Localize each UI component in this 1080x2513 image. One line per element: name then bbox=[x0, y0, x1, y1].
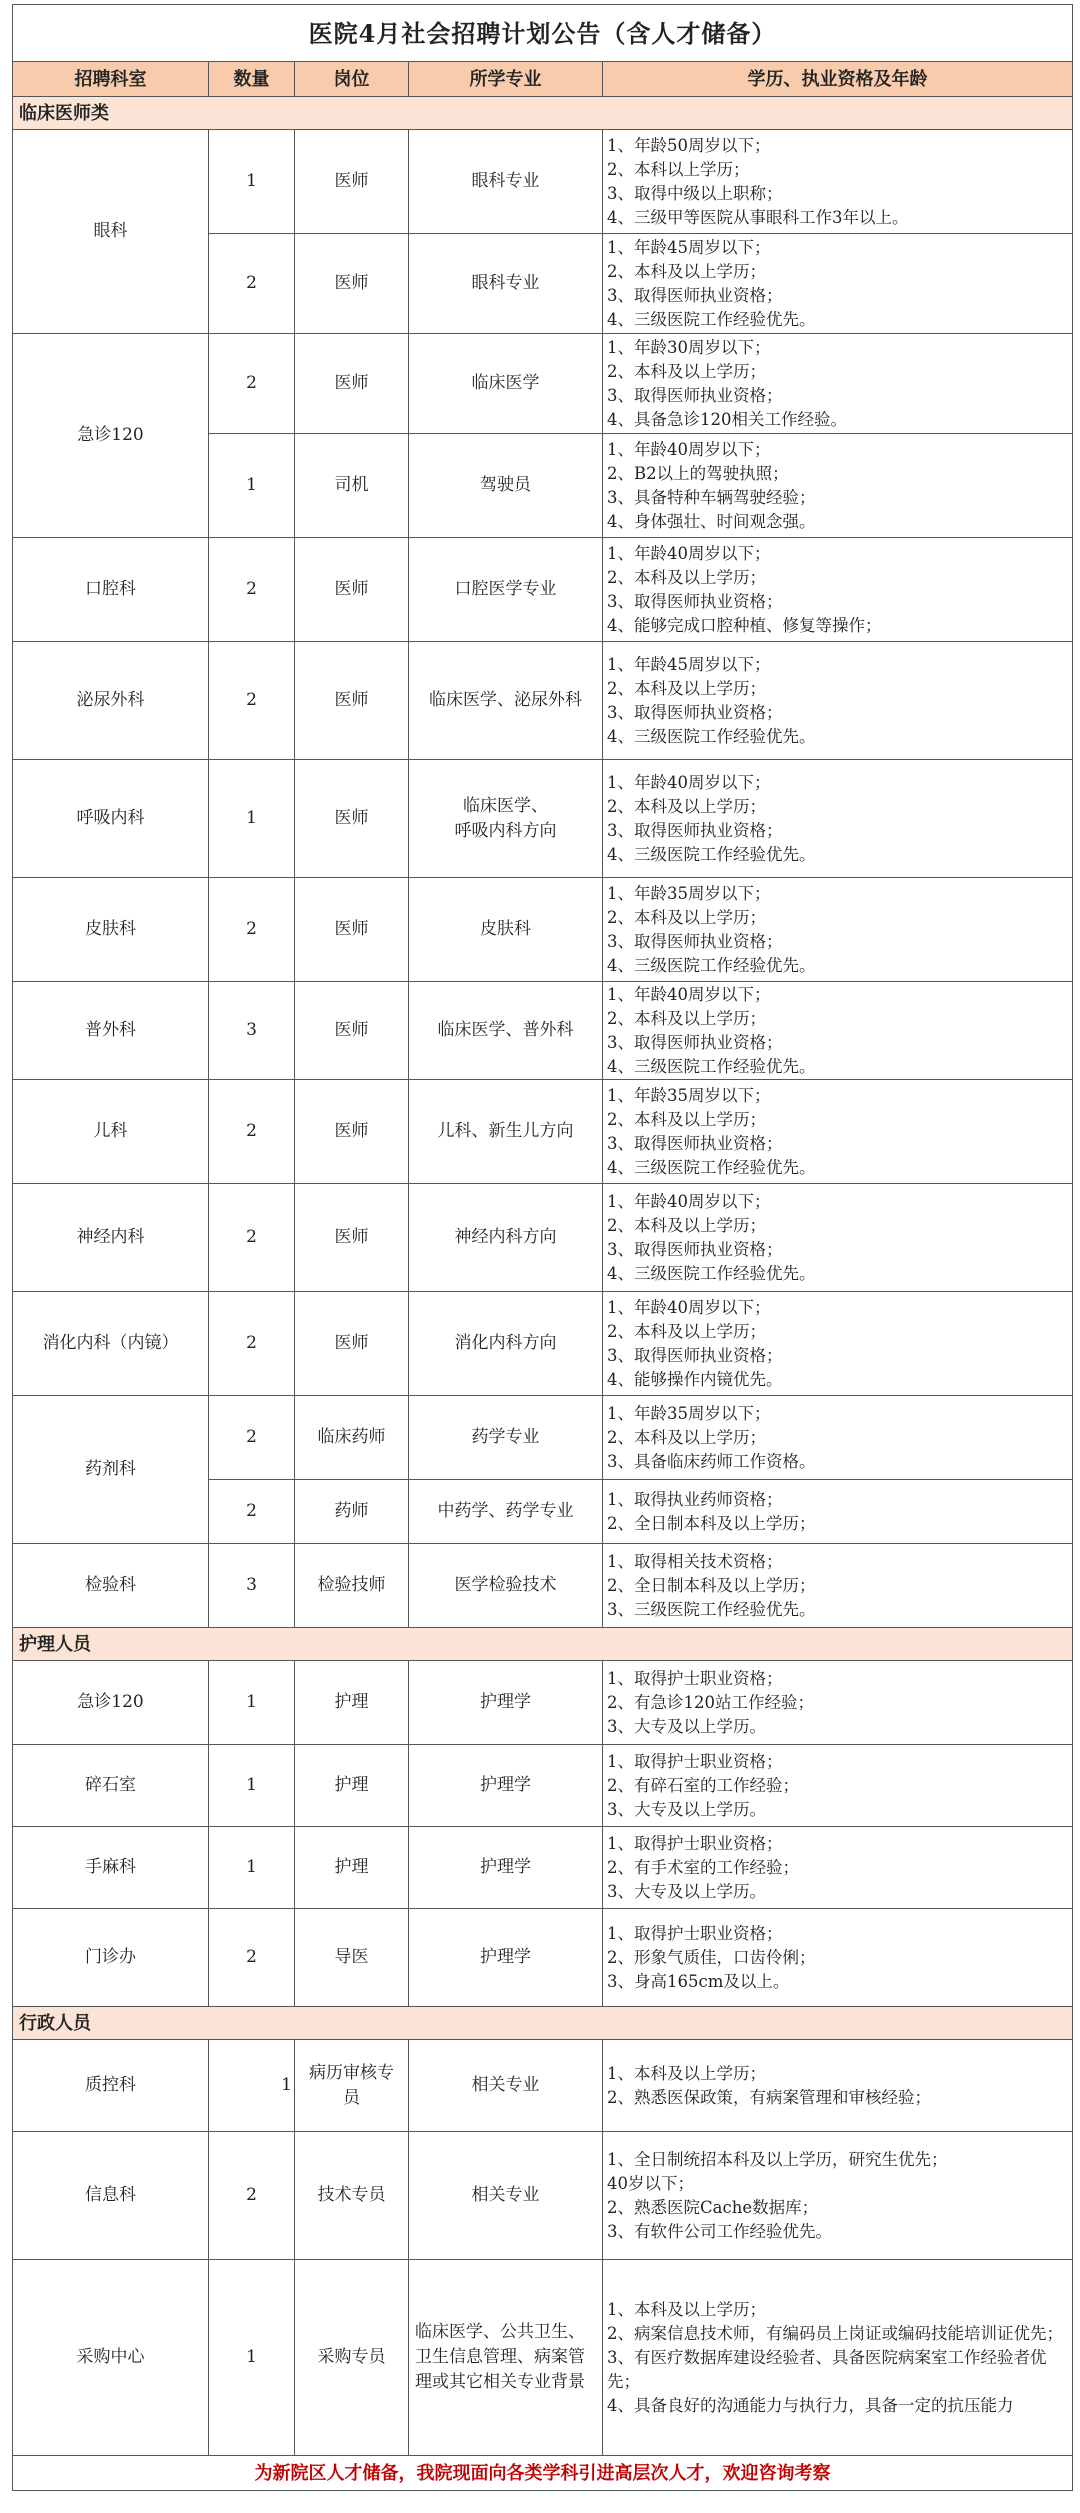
requirements-cell bbox=[603, 2040, 1073, 2132]
recruitment-table bbox=[12, 4, 1073, 2491]
requirement-line: 1、年龄40周岁以下； bbox=[607, 439, 771, 459]
requirements-cell bbox=[603, 1661, 1073, 1745]
requirement-line: 2、本科及以上学历； bbox=[607, 361, 766, 381]
requirement-line: 3、三级医院工作经验优先。 bbox=[607, 1599, 816, 1619]
requirement-line: 3、取得医师执业资格； bbox=[607, 285, 783, 305]
major-cell bbox=[409, 1909, 603, 2007]
requirements-cell bbox=[603, 878, 1073, 982]
post-cell: 医师 bbox=[295, 1292, 409, 1396]
requirement-line: 3、大专及以上学历。 bbox=[607, 1799, 766, 1819]
requirements-cell bbox=[603, 1396, 1073, 1480]
major-cell bbox=[409, 434, 603, 538]
count-cell: 1 bbox=[209, 760, 295, 878]
post-cell: 医师 bbox=[295, 334, 409, 434]
major-text: 药学专业 bbox=[471, 1427, 540, 1447]
requirement-line: 4、三级医院工作经验优先。 bbox=[607, 1157, 816, 1177]
major-text: 消化内科方向 bbox=[454, 1333, 557, 1353]
footer-note: 为新院区人才储备，我院现面向各类学科引进高层次人才，欢迎咨询考察 bbox=[13, 2456, 1073, 2491]
table-row bbox=[13, 2040, 1073, 2132]
requirements-cell bbox=[603, 642, 1073, 760]
major-cell bbox=[409, 2132, 603, 2260]
table-row bbox=[13, 1827, 1073, 1909]
requirement-line: 4、三级医院工作经验优先。 bbox=[607, 844, 816, 864]
requirement-line: 2、本科及以上学历； bbox=[607, 567, 766, 587]
dept-cell: 质控科 bbox=[13, 2040, 209, 2132]
major-text: 医学检验技术 bbox=[454, 1575, 557, 1595]
count-cell: 2 bbox=[209, 878, 295, 982]
requirements-cell bbox=[603, 234, 1073, 334]
category-row-admin bbox=[13, 2007, 1073, 2040]
table-row bbox=[13, 538, 1073, 642]
header-requirements: 学历、执业资格及年龄 bbox=[603, 62, 1073, 97]
header-major: 所学专业 bbox=[409, 62, 603, 97]
dept-cell: 儿科 bbox=[13, 1080, 209, 1184]
requirement-line: 4、能够完成口腔种植、修复等操作； bbox=[607, 615, 882, 635]
header-count: 数量 bbox=[209, 62, 295, 97]
requirements-cell bbox=[603, 2260, 1073, 2456]
requirement-line: 3、取得医师执业资格； bbox=[607, 1239, 783, 1259]
recruitment-sheet bbox=[4, 4, 1076, 2491]
major-cell bbox=[409, 982, 603, 1080]
requirement-line: 2、本科及以上学历； bbox=[607, 1427, 766, 1447]
post-cell: 临床药师 bbox=[295, 1396, 409, 1480]
table-row bbox=[13, 642, 1073, 760]
requirement-line: 2、有手术室的工作经验； bbox=[607, 1857, 799, 1877]
dept-cell: 手麻科 bbox=[13, 1827, 209, 1909]
requirement-line: 3、取得中级以上职称； bbox=[607, 183, 783, 203]
table-row bbox=[13, 878, 1073, 982]
requirement-line: 4、三级医院工作经验优先。 bbox=[607, 726, 816, 746]
requirement-line: 1、年龄40周岁以下； bbox=[607, 1297, 771, 1317]
requirement-line: 3、大专及以上学历。 bbox=[607, 1716, 766, 1736]
count-cell: 2 bbox=[209, 538, 295, 642]
requirement-line: 3、大专及以上学历。 bbox=[607, 1881, 766, 1901]
requirement-line: 2、本科及以上学历； bbox=[607, 1109, 766, 1129]
requirements-cell bbox=[603, 2132, 1073, 2260]
requirement-line: 3、取得医师执业资格； bbox=[607, 1032, 783, 1052]
major-cell bbox=[409, 760, 603, 878]
dept-cell: 口腔科 bbox=[13, 538, 209, 642]
post-cell: 护理 bbox=[295, 1827, 409, 1909]
major-cell bbox=[409, 642, 603, 760]
major-text: 相关专业 bbox=[471, 2185, 540, 2205]
major-text: 护理学 bbox=[480, 1692, 531, 1712]
requirement-line: 3、取得医师执业资格； bbox=[607, 931, 783, 951]
post-cell: 医师 bbox=[295, 760, 409, 878]
requirement-line: 1、取得护士职业资格； bbox=[607, 1751, 783, 1771]
count-cell: 2 bbox=[209, 234, 295, 334]
post-cell: 医师 bbox=[295, 642, 409, 760]
requirements-cell bbox=[603, 760, 1073, 878]
major-cell bbox=[409, 1480, 603, 1544]
table-row bbox=[13, 1184, 1073, 1292]
requirements-cell bbox=[603, 334, 1073, 434]
requirements-cell bbox=[603, 1184, 1073, 1292]
requirement-line: 1、取得执业药师资格； bbox=[607, 1489, 783, 1509]
table-row bbox=[13, 1080, 1073, 1184]
requirement-line: 2、本科及以上学历； bbox=[607, 796, 766, 816]
post-cell: 技术专员 bbox=[295, 2132, 409, 2260]
requirement-line: 3、有医疗数据库建设经验者、具备医院病案室工作经验者优先； bbox=[607, 2347, 1047, 2391]
post-cell: 医师 bbox=[295, 1184, 409, 1292]
major-cell bbox=[409, 1292, 603, 1396]
major-text: 临床医学、 bbox=[463, 795, 548, 816]
major-cell bbox=[409, 130, 603, 234]
count-cell: 1 bbox=[209, 130, 295, 234]
category-row-clinical bbox=[13, 97, 1073, 130]
requirements-cell bbox=[603, 1909, 1073, 2007]
requirement-line: 1、取得护士职业资格； bbox=[607, 1833, 783, 1853]
dept-cell: 呼吸内科 bbox=[13, 760, 209, 878]
dept-cell: 消化内科（内镜） bbox=[13, 1292, 209, 1396]
requirement-line: 2、本科及以上学历； bbox=[607, 907, 766, 927]
requirement-line: 2、病案信息技术师，有编码员上岗证或编码技能培训证优先； bbox=[607, 2323, 1063, 2343]
major-text: 护理学 bbox=[480, 1775, 531, 1795]
requirement-line: 2、本科及以上学历； bbox=[607, 261, 766, 281]
category-label: 护理人员 bbox=[13, 1628, 1073, 1661]
requirement-line: 2、本科及以上学历； bbox=[607, 1215, 766, 1235]
requirement-line: 1、本科及以上学历； bbox=[607, 2299, 766, 2319]
major-cell bbox=[409, 1544, 603, 1628]
requirement-line: 3、取得医师执业资格； bbox=[607, 820, 783, 840]
requirement-line: 1、本科及以上学历； bbox=[607, 2063, 766, 2083]
post-cell: 病历审核专员 bbox=[295, 2040, 409, 2132]
count-cell: 1 bbox=[209, 434, 295, 538]
requirements-cell bbox=[603, 130, 1073, 234]
requirements-cell bbox=[603, 1080, 1073, 1184]
dept-cell: 急诊120 bbox=[13, 334, 209, 538]
major-cell bbox=[409, 878, 603, 982]
requirement-line: 3、具备特种车辆驾驶经验； bbox=[607, 487, 816, 507]
major-text: 临床医学 bbox=[471, 373, 540, 393]
major-cell bbox=[409, 1745, 603, 1827]
major-cell bbox=[409, 1827, 603, 1909]
major-cell bbox=[409, 538, 603, 642]
major-cell bbox=[409, 1080, 603, 1184]
requirements-cell bbox=[603, 538, 1073, 642]
requirement-line: 2、B2以上的驾驶执照； bbox=[607, 463, 789, 483]
major-text: 护理学 bbox=[480, 1857, 531, 1877]
requirement-line: 1、取得护士职业资格； bbox=[607, 1668, 783, 1688]
major-cell bbox=[409, 334, 603, 434]
requirement-line: 1、取得护士职业资格； bbox=[607, 1923, 783, 1943]
requirement-line: 3、取得医师执业资格； bbox=[607, 1133, 783, 1153]
dept-cell: 药剂科 bbox=[13, 1396, 209, 1544]
requirement-line: 1、年龄40周岁以下； bbox=[607, 543, 771, 563]
requirement-line: 1、年龄50周岁以下； bbox=[607, 135, 771, 155]
table-row bbox=[13, 334, 1073, 434]
requirements-cell bbox=[603, 434, 1073, 538]
post-cell: 采购专员 bbox=[295, 2260, 409, 2456]
requirement-line: 2、本科及以上学历； bbox=[607, 1008, 766, 1028]
table-row bbox=[13, 2132, 1073, 2260]
dept-cell: 神经内科 bbox=[13, 1184, 209, 1292]
count-cell: 2 bbox=[209, 642, 295, 760]
post-cell: 护理 bbox=[295, 1661, 409, 1745]
dept-cell: 泌尿外科 bbox=[13, 642, 209, 760]
requirement-line: 1、年龄35周岁以下； bbox=[607, 1403, 771, 1423]
table-header-row bbox=[13, 62, 1073, 97]
count-cell: 1 bbox=[209, 2040, 295, 2132]
requirement-line: 4、具备急诊120相关工作经验。 bbox=[607, 409, 847, 429]
major-cell bbox=[409, 1184, 603, 1292]
requirement-line: 4、三级医院工作经验优先。 bbox=[607, 1056, 816, 1076]
requirement-line: 2、全日制本科及以上学历； bbox=[607, 1513, 816, 1533]
dept-cell: 急诊120 bbox=[13, 1661, 209, 1745]
major-text: 护理学 bbox=[480, 1947, 531, 1967]
requirement-line: 3、有软件公司工作经验优先。 bbox=[607, 2221, 832, 2241]
requirement-line: 4、身体强壮、时间观念强。 bbox=[607, 511, 816, 531]
requirement-line: 40岁以下； bbox=[607, 2173, 694, 2193]
count-cell: 1 bbox=[209, 2260, 295, 2456]
post-cell: 药师 bbox=[295, 1480, 409, 1544]
count-cell: 1 bbox=[209, 1827, 295, 1909]
major-text: 临床医学、普外科 bbox=[437, 1020, 574, 1040]
major-text: 眼科专业 bbox=[471, 273, 540, 293]
table-row bbox=[13, 1661, 1073, 1745]
table-row bbox=[13, 982, 1073, 1080]
post-cell: 医师 bbox=[295, 982, 409, 1080]
post-cell: 导医 bbox=[295, 1909, 409, 2007]
dept-cell: 普外科 bbox=[13, 982, 209, 1080]
post-cell: 医师 bbox=[295, 130, 409, 234]
requirement-line: 1、年龄30周岁以下； bbox=[607, 337, 771, 357]
count-cell: 3 bbox=[209, 982, 295, 1080]
requirement-line: 1、年龄40周岁以下； bbox=[607, 772, 771, 792]
requirement-line: 2、形象气质佳，口齿伶俐； bbox=[607, 1947, 816, 1967]
category-row-nursing bbox=[13, 1628, 1073, 1661]
dept-cell: 信息科 bbox=[13, 2132, 209, 2260]
header-post: 岗位 bbox=[295, 62, 409, 97]
major-text: 眼科专业 bbox=[471, 171, 540, 191]
count-cell: 3 bbox=[209, 1544, 295, 1628]
requirement-line: 2、全日制本科及以上学历； bbox=[607, 1575, 816, 1595]
major-text: 口腔医学专业 bbox=[454, 579, 557, 599]
major-text: 相关专业 bbox=[471, 2075, 540, 2095]
table-row bbox=[13, 2260, 1073, 2456]
major-text: 呼吸内科方向 bbox=[454, 820, 557, 841]
major-text: 临床医学、公共卫生、卫生信息管理、病案管理或其它相关专业背景 bbox=[415, 2322, 585, 2392]
count-cell: 2 bbox=[209, 1292, 295, 1396]
requirement-line: 4、具备良好的沟通能力与执行力，具备一定的抗压能力 bbox=[607, 2395, 1014, 2415]
requirement-line: 1、取得相关技术资格； bbox=[607, 1551, 783, 1571]
page-title: 医院4月社会招聘计划公告（含人才储备） bbox=[13, 5, 1073, 62]
category-label: 行政人员 bbox=[13, 2007, 1073, 2040]
requirements-cell bbox=[603, 1827, 1073, 1909]
post-cell: 司机 bbox=[295, 434, 409, 538]
count-cell: 1 bbox=[209, 1745, 295, 1827]
requirements-cell bbox=[603, 1480, 1073, 1544]
requirement-line: 4、三级甲等医院从事眼科工作3年以上。 bbox=[607, 207, 909, 227]
requirement-line: 2、熟悉医保政策，有病案管理和审核经验； bbox=[607, 2087, 931, 2107]
count-cell: 1 bbox=[209, 1661, 295, 1745]
table-row bbox=[13, 1544, 1073, 1628]
requirement-line: 1、年龄35周岁以下； bbox=[607, 883, 771, 903]
major-cell bbox=[409, 2260, 603, 2456]
requirement-line: 3、取得医师执业资格； bbox=[607, 385, 783, 405]
table-row bbox=[13, 1396, 1073, 1480]
count-cell: 2 bbox=[209, 1080, 295, 1184]
requirements-cell bbox=[603, 1745, 1073, 1827]
post-cell: 医师 bbox=[295, 878, 409, 982]
requirement-line: 3、身高165cm及以上。 bbox=[607, 1971, 790, 1991]
requirement-line: 1、年龄40周岁以下； bbox=[607, 1191, 771, 1211]
major-text: 驾驶员 bbox=[480, 475, 531, 495]
requirement-line: 2、本科及以上学历； bbox=[607, 1321, 766, 1341]
major-text: 儿科、新生儿方向 bbox=[437, 1121, 574, 1141]
dept-cell: 皮肤科 bbox=[13, 878, 209, 982]
requirement-line: 1、年龄40周岁以下； bbox=[607, 984, 771, 1004]
requirement-line: 1、年龄45周岁以下； bbox=[607, 654, 771, 674]
post-cell: 检验技师 bbox=[295, 1544, 409, 1628]
dept-cell: 眼科 bbox=[13, 130, 209, 334]
major-text: 中药学、药学专业 bbox=[437, 1501, 574, 1521]
dept-cell: 门诊办 bbox=[13, 1909, 209, 2007]
table-row bbox=[13, 1745, 1073, 1827]
requirement-line: 2、本科及以上学历； bbox=[607, 678, 766, 698]
requirement-line: 2、有急诊120站工作经验； bbox=[607, 1692, 814, 1712]
requirement-line: 2、有碎石室的工作经验； bbox=[607, 1775, 799, 1795]
requirements-cell bbox=[603, 1292, 1073, 1396]
major-cell bbox=[409, 2040, 603, 2132]
requirement-line: 3、取得医师执业资格； bbox=[607, 702, 783, 722]
requirement-line: 4、能够操作内镜优先。 bbox=[607, 1369, 783, 1389]
dept-cell: 采购中心 bbox=[13, 2260, 209, 2456]
major-text: 皮肤科 bbox=[480, 919, 531, 939]
post-cell: 医师 bbox=[295, 234, 409, 334]
requirement-line: 3、取得医师执业资格； bbox=[607, 591, 783, 611]
dept-cell: 检验科 bbox=[13, 1544, 209, 1628]
requirement-line: 4、三级医院工作经验优先。 bbox=[607, 955, 816, 975]
requirement-line: 1、年龄45周岁以下； bbox=[607, 237, 771, 257]
count-cell: 2 bbox=[209, 1909, 295, 2007]
dept-cell: 碎石室 bbox=[13, 1745, 209, 1827]
requirement-line: 2、本科以上学历； bbox=[607, 159, 750, 179]
requirement-line: 3、具备临床药师工作资格。 bbox=[607, 1451, 816, 1471]
requirements-cell bbox=[603, 1544, 1073, 1628]
major-cell bbox=[409, 234, 603, 334]
table-row bbox=[13, 760, 1073, 878]
count-cell: 2 bbox=[209, 334, 295, 434]
requirement-line: 1、全日制统招本科及以上学历，研究生优先； bbox=[607, 2149, 948, 2169]
requirement-line: 3、取得医师执业资格； bbox=[607, 1345, 783, 1365]
major-text: 神经内科方向 bbox=[454, 1227, 557, 1247]
category-label: 临床医师类 bbox=[13, 97, 1073, 130]
post-cell: 医师 bbox=[295, 538, 409, 642]
count-cell: 2 bbox=[209, 1480, 295, 1544]
major-cell bbox=[409, 1396, 603, 1480]
post-cell: 医师 bbox=[295, 1080, 409, 1184]
requirement-line: 1、年龄35周岁以下； bbox=[607, 1085, 771, 1105]
major-text: 临床医学、泌尿外科 bbox=[429, 690, 582, 710]
requirement-line: 4、三级医院工作经验优先。 bbox=[607, 1263, 816, 1283]
requirements-cell bbox=[603, 982, 1073, 1080]
table-row bbox=[13, 1909, 1073, 2007]
table-row bbox=[13, 1292, 1073, 1396]
count-cell: 2 bbox=[209, 1396, 295, 1480]
requirement-line: 2、熟悉医院Cache数据库； bbox=[607, 2197, 819, 2217]
count-cell: 2 bbox=[209, 2132, 295, 2260]
count-cell: 2 bbox=[209, 1184, 295, 1292]
post-cell: 护理 bbox=[295, 1745, 409, 1827]
major-cell bbox=[409, 1661, 603, 1745]
header-dept: 招聘科室 bbox=[13, 62, 209, 97]
requirement-line: 4、三级医院工作经验优先。 bbox=[607, 309, 816, 329]
table-row bbox=[13, 130, 1073, 234]
